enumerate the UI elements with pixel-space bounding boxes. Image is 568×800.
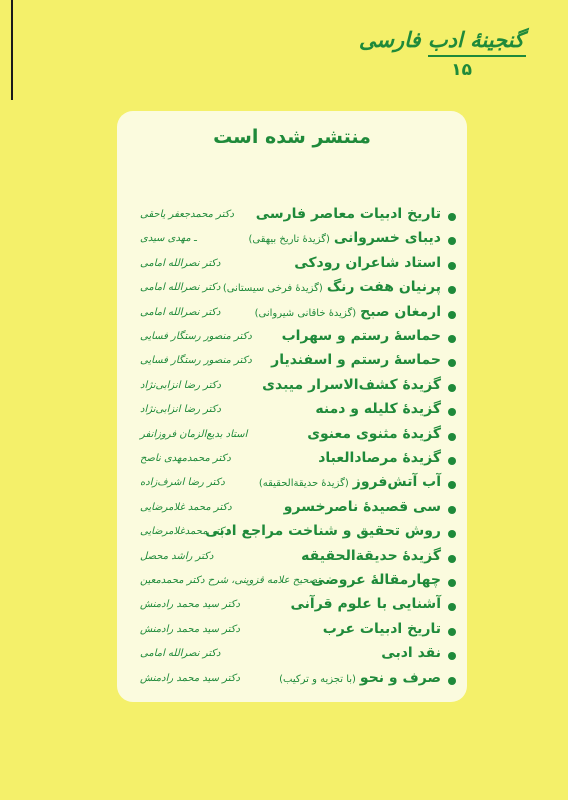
book-title-text: سی قصیدهٔ ناصرخسرو [283, 498, 441, 515]
book-title [315, 401, 441, 417]
published-books-panel [117, 111, 467, 702]
book-title-text: آب آتش‌فروز [352, 474, 441, 491]
book-title-text: گزیدهٔ مثنوی معنوی [307, 425, 441, 442]
book-list-item [117, 254, 467, 278]
book-list-item [117, 425, 467, 449]
bullet-dot-icon [448, 579, 456, 587]
book-list-item [117, 449, 467, 473]
book-title-text: آشنایی با علوم قرآنی [290, 596, 441, 613]
bullet-dot-icon [448, 262, 456, 270]
book-author: دکتر رضا انزابی‌نژاد [140, 379, 221, 391]
book-list-item [117, 376, 467, 400]
book-subtitle-note: (گزیدهٔ خاقانی شیروانی) [254, 307, 357, 319]
book-author: دکتر نصرالله امامی [140, 257, 221, 269]
bullet-dot-icon [448, 628, 456, 636]
book-list-item [117, 400, 467, 424]
book-author: دکتر محمدجعفر یاحقی [140, 209, 234, 220]
book-title [323, 621, 441, 637]
book-author: دکتر محمدغلامرضایی [140, 526, 229, 538]
book-title-text: صرف و نحو [359, 669, 441, 686]
bullet-dot-icon [448, 677, 456, 685]
book-title-text: تاریخ ادبیات معاصر فارسی [255, 206, 441, 222]
book-title [262, 377, 441, 393]
book-list-item [117, 498, 467, 522]
bullet-dot-icon [448, 237, 456, 245]
book-title-text: چهارمقالهٔ عروضی [311, 572, 441, 588]
bullet-dot-icon [448, 506, 456, 514]
book-subtitle-note: (گزیدهٔ حدیقة‌الحقیقه) [258, 478, 349, 490]
book-subtitle-note: (گزیدهٔ فرخی سیستانی) [222, 283, 323, 295]
bullet-dot-icon [448, 408, 456, 416]
bullet-dot-icon [448, 213, 456, 221]
bullet-dot-icon [448, 286, 456, 294]
book-author: دکتر نصرالله امامی [140, 282, 221, 294]
book-list-item [117, 620, 467, 644]
binding-line [11, 0, 13, 100]
series-title-underline [428, 55, 526, 57]
book-list-item [117, 473, 467, 497]
series-title: گنجینهٔ ادب فارسی [358, 28, 524, 52]
book-title-text: نقد ادبی [381, 645, 441, 662]
book-title [301, 548, 441, 564]
book-title-text: ارمغان صبح [360, 303, 441, 320]
book-list-item [117, 303, 467, 327]
book-subtitle-note: (با تجزیه و ترکیب) [279, 673, 356, 685]
bullet-dot-icon [448, 311, 456, 319]
book-title-text: گزیدهٔ کشف‌الاسرار میبدی [262, 376, 441, 393]
book-author: دکتر محمد غلامرضایی [140, 501, 232, 513]
book-title-text: روش تحقیق و شناخت مراجع ادبی [205, 523, 441, 540]
bullet-dot-icon [448, 359, 456, 367]
book-author: دکتر منصور رستگار فسایی [140, 331, 252, 342]
bullet-dot-icon [448, 555, 456, 563]
bullet-dot-icon [448, 603, 456, 611]
bullet-dot-icon [448, 481, 456, 489]
book-title [223, 279, 441, 295]
book-author: تصحیح علامه قزوینی، شرح دکتر محمدمعین [140, 575, 321, 586]
book-title-text: حماسهٔ رستم و سهراب [281, 328, 441, 344]
book-title-text: پرنیان هفت رنگ [326, 279, 441, 296]
book-list-item [117, 327, 467, 351]
book-list-item [117, 205, 467, 229]
panel-heading: منتشر شده است [213, 126, 371, 148]
series-number: ۱۵ [451, 60, 472, 80]
book-title-text: دیبای خسروانی [333, 230, 441, 247]
book-title [205, 523, 441, 539]
book-list-item [117, 522, 467, 546]
book-title-text: گزیدهٔ مرصادالعباد [318, 450, 441, 466]
book-list-item [117, 669, 467, 693]
bullet-dot-icon [448, 530, 456, 538]
book-author: دکتر رضا اشرف‌زاده [140, 477, 225, 489]
book-title [259, 474, 441, 490]
book-list-item [117, 571, 467, 595]
book-subtitle-note: (گزیدهٔ تاریخ بیهقی) [248, 234, 330, 246]
book-title-text: استاد شاعران رودکی [294, 254, 441, 271]
book-title [279, 670, 441, 686]
bullet-dot-icon [448, 384, 456, 392]
bullet-dot-icon [448, 335, 456, 343]
book-title [307, 426, 441, 442]
book-title [381, 645, 441, 661]
book-title [294, 255, 441, 271]
book-list-item [117, 229, 467, 253]
book-author: دکتر سید محمد رادمنش [140, 672, 240, 684]
book-author: دکتر نصرالله امامی [140, 306, 221, 318]
book-author: دکتر سید محمد رادمنش [140, 599, 240, 611]
book-author: ـ مهدی سیدی [140, 233, 197, 245]
book-title-text: حماسهٔ رستم و اسفندیار [271, 352, 441, 369]
book-title [282, 328, 441, 344]
book-title [284, 499, 441, 515]
book-title-text: تاریخ ادبیات عرب [322, 620, 441, 637]
book-list-item [117, 351, 467, 375]
book-title-text: گزیدهٔ حدیقة‌الحقیقه [301, 547, 441, 564]
book-author: دکتر سید محمد رادمنش [140, 623, 240, 635]
bullet-dot-icon [448, 457, 456, 465]
book-author: دکتر منصور رستگار فسایی [140, 355, 252, 367]
book-title [255, 304, 441, 320]
book-list-item [117, 547, 467, 571]
book-author: استاد بدیع‌الزمان فروزانفر [140, 428, 248, 440]
book-list-item [117, 278, 467, 302]
book-title [256, 206, 441, 222]
bullet-dot-icon [448, 433, 456, 441]
book-list-item [117, 644, 467, 668]
bullet-dot-icon [448, 652, 456, 660]
book-author: دکتر راشد محصل [140, 550, 214, 562]
book-title [290, 596, 441, 612]
book-title [248, 230, 441, 246]
book-title [318, 450, 441, 466]
book-list-item [117, 595, 467, 619]
book-author: دکتر محمدمهدی ناصح [140, 453, 231, 464]
book-author: دکتر نصرالله امامی [140, 648, 221, 660]
book-title [271, 352, 441, 368]
book-title [311, 572, 441, 588]
book-title-text: گزیدهٔ کلیله و دمنه [315, 401, 441, 418]
book-author: دکتر رضا انزابی‌نژاد [140, 404, 221, 416]
